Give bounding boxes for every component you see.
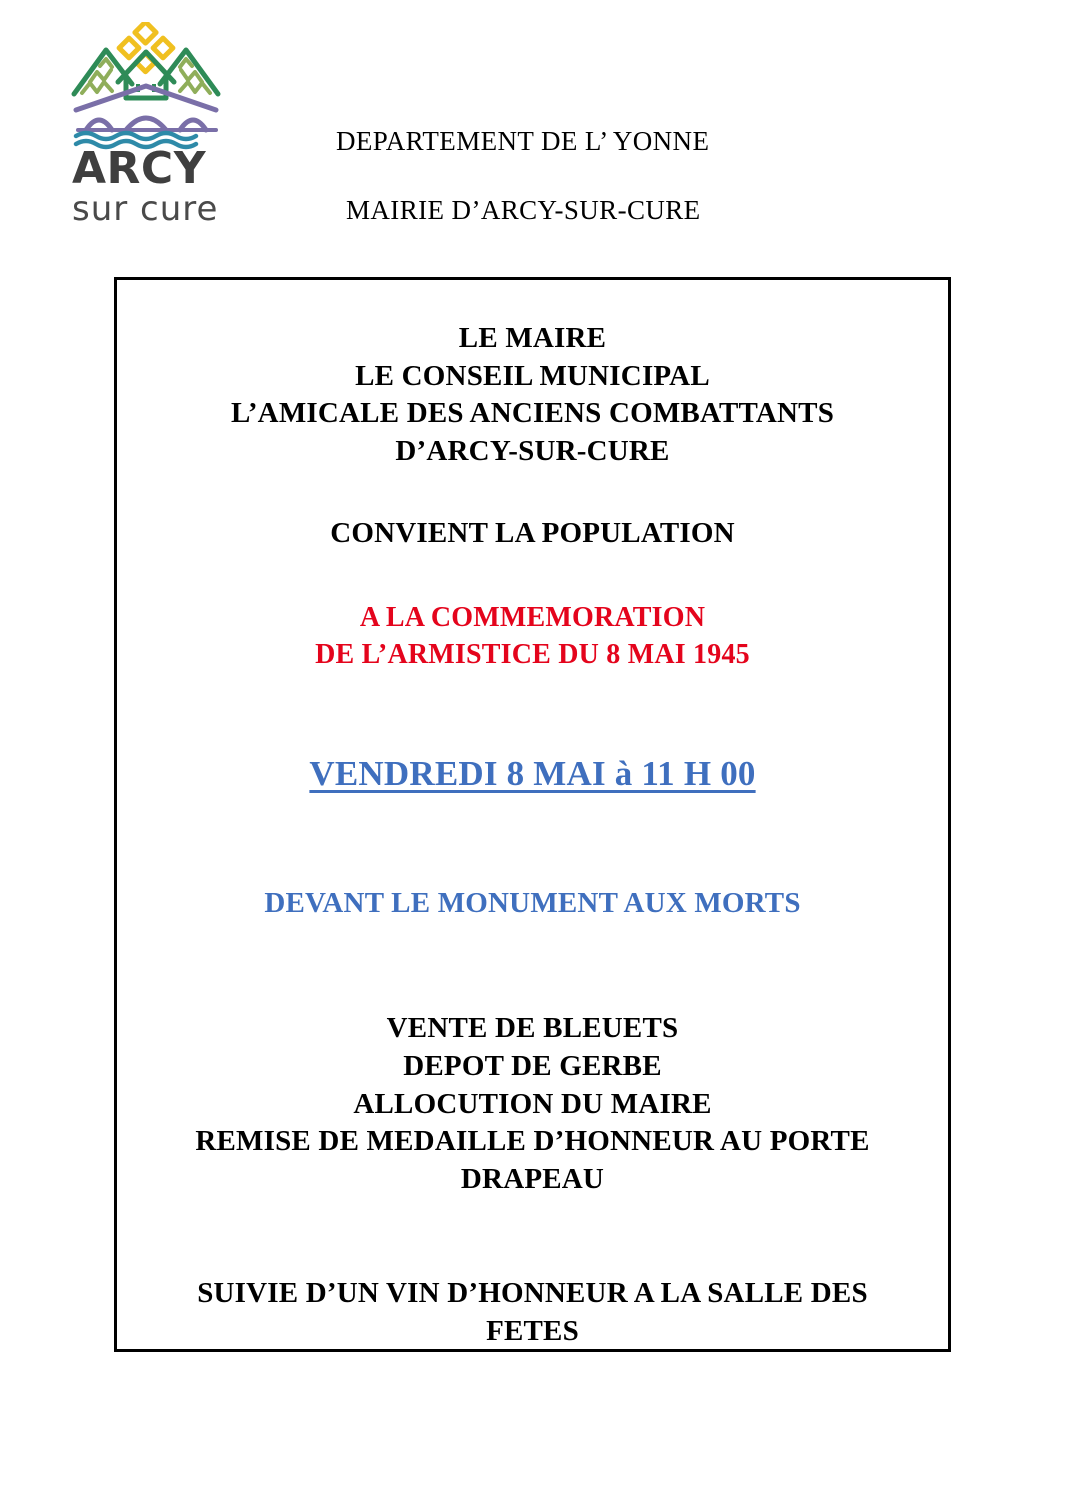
program-line-5: DRAPEAU (460, 1163, 605, 1196)
logo-wordmark-sur-cure: sur cure (72, 189, 219, 230)
department-line: DEPARTEMENT DE L’ YONNE (336, 126, 710, 156)
authority-block (117, 320, 948, 471)
announcement-box (114, 277, 951, 1352)
commemoration-line-1: A LA COMMEMORATION (359, 602, 706, 634)
page-header (0, 0, 1067, 270)
commemoration-line-2: DE L’ARMISTICE DU 8 MAI 1945 (315, 638, 750, 670)
arcy-sur-cure-emblem-icon (70, 22, 222, 150)
event-date-line: VENDREDI 8 MAI à 11 H 00 (309, 754, 756, 794)
program-line-3: ALLOCUTION DU MAIRE (353, 1087, 712, 1120)
program-line-1: VENTE DE BLEUETS (386, 1012, 679, 1045)
mairie-line: MAIRIE D’ARCY-SUR-CURE (346, 195, 701, 225)
authority-line-4: D’ARCY-SUR-CURE (395, 435, 670, 468)
commemoration-block (117, 600, 948, 673)
authority-line-3: L’AMICALE DES ANCIENS COMBATTANTS (230, 397, 835, 430)
program-block (117, 1010, 948, 1198)
program-line-2: DEPOT DE GERBE (403, 1050, 662, 1083)
after-event-line-1: SUIVIE D’UN VIN D’HONNEUR A LA SALLE DES (197, 1276, 868, 1309)
invitation-block (117, 515, 948, 553)
logo-wordmark (62, 143, 242, 230)
authority-line-1: LE MAIRE (458, 322, 607, 354)
event-place-line: DEVANT LE MONUMENT AUX MORTS (264, 886, 801, 919)
header-text-block (336, 126, 936, 226)
invitation-line-1: CONVIENT LA POPULATION (330, 516, 735, 549)
logo-wordmark-arcy: ARCY (72, 143, 207, 194)
after-event-block (117, 1275, 948, 1350)
authority-line-2: LE CONSEIL MUNICIPAL (355, 359, 710, 392)
program-line-4: REMISE DE MEDAILLE D’HONNEUR AU PORTE (195, 1125, 870, 1158)
town-logo (62, 22, 242, 232)
event-date-block (117, 751, 948, 797)
after-event-line-2: FETES (486, 1314, 579, 1347)
event-place-block (117, 885, 948, 923)
